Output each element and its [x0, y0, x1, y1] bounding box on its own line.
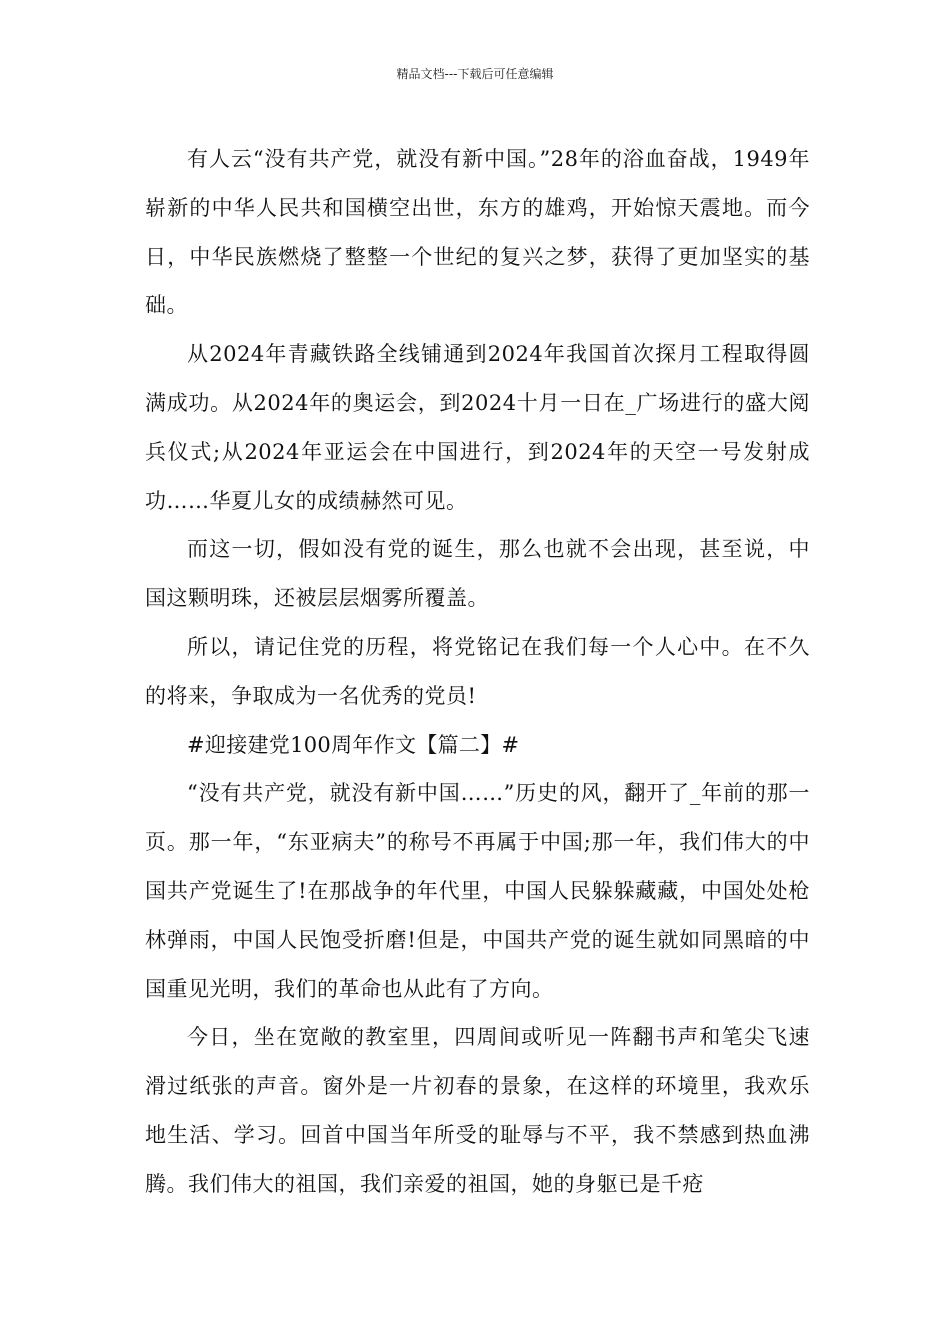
section-heading: #迎接建党100周年作文【篇二】#	[187, 732, 520, 757]
paragraph: 从2024年青藏铁路全线铺通到2024年我国首次探月工程取得圆满成功。从2024年的奥运会，到2024十月一日在_广场进行的盛大阅兵仪式;从2024年亚运会在中国进行，到2024年的天空一号发射成功……华夏儿女的成绩赫然可见。	[145, 342, 810, 513]
paragraph: 而这一切，假如没有党的诞生，那么也就不会出现，甚至说，中国这颗明珠，还被层层烟雾所覆盖。	[145, 537, 810, 611]
paragraph: 今日，坐在宽敞的教室里，四周间或听见一阵翻书声和笔尖飞速滑过纸张的声音。窗外是一片初春的景象，在这样的环境里，我欢乐地生活、学习。回首中国当年所受的耻辱与不平，我不禁感到热血沸腾。我们伟大的祖国，我们亲爱的祖国，她的身躯已是千疮	[145, 1025, 810, 1196]
paragraph: 有人云“没有共产党，就没有新中国。”28年的浴血奋战，1949年崭新的中华人民共和国横空出世，东方的雄鸡，开始惊天震地。而今日，中华民族燃烧了整整一个世纪的复兴之梦，获得了更加坚实的基础。	[145, 147, 810, 318]
paragraph: “没有共产党，就没有新中国……”历史的风，翻开了_年前的那一页。那一年，“东亚病夫”的称号不再属于中国;那一年，我们伟大的中国共产党诞生了!在那战争的年代里，中国人民躲躲藏藏，中国处处枪林弹雨，中国人民饱受折磨!但是，中国共产党的诞生就如同黑暗的中国重见光明，我们的革命也从此有了方向。	[145, 781, 810, 1001]
paragraph: 所以，请记住党的历程，将党铭记在我们每一个人心中。在不久的将来，争取成为一名优秀的党员!	[145, 634, 810, 708]
document-body	[145, 135, 810, 1209]
page-header: 精品文档---下载后可任意编辑	[396, 67, 554, 81]
